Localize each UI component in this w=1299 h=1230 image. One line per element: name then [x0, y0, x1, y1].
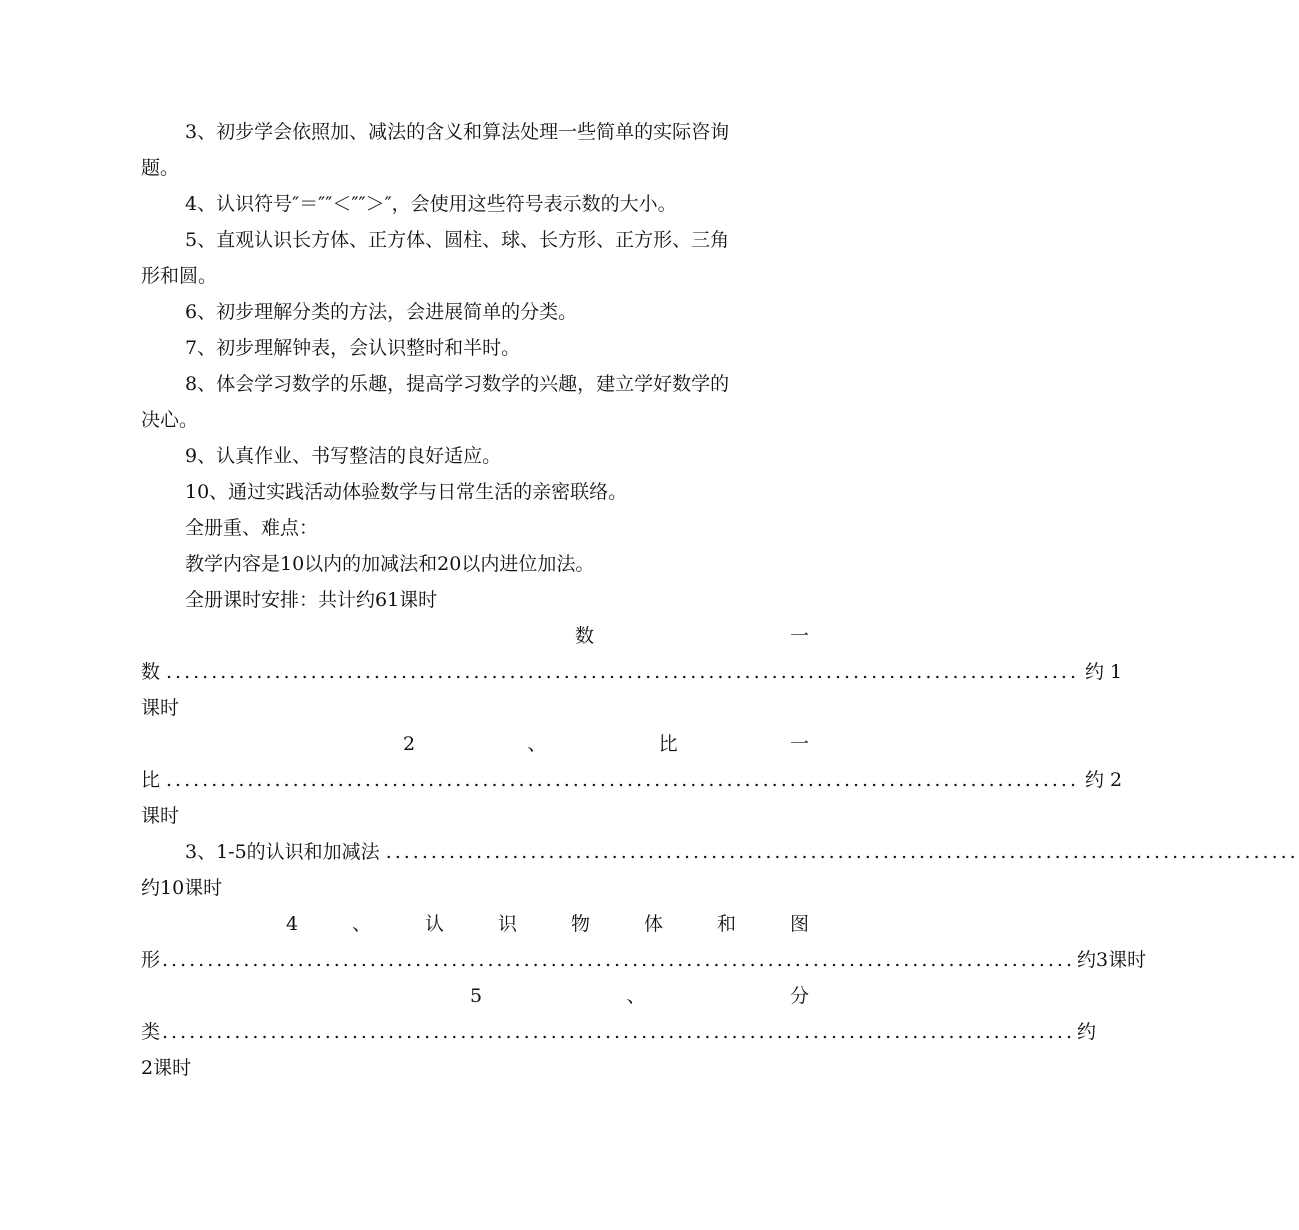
toc-word: 4 [286, 913, 299, 935]
toc-word: 数 [575, 625, 595, 647]
toc-word: 5 [470, 985, 483, 1007]
item-7: 7、初步理解钟表，会认识整时和半时。 [185, 337, 521, 359]
toc-title: 3、1-5的认识和加减法 [185, 841, 380, 863]
schedule-heading: 全册课时安排：共计约61课时 [185, 589, 438, 611]
toc-word: 一 [789, 733, 809, 755]
item-5-line2: 形和圆。 [141, 265, 218, 287]
toc-item2-unit: 课时 [141, 805, 180, 827]
toc-item5-unit: 2课时 [141, 1057, 192, 1079]
toc-item3-leader [185, 840, 1299, 864]
item-4: 4、认识符号″＝″″＜″″＞″，会使用这些符号表示数的大小。 [185, 193, 677, 215]
toc-word: 和 [716, 913, 736, 935]
toc-word: 形 [141, 949, 161, 971]
item-10: 10、通过实践活动体验数学与日常生活的亲密联络。 [185, 481, 628, 503]
item-3-line2: 题。 [141, 157, 180, 179]
item-8-line2: 决心。 [141, 409, 199, 431]
toc-hours: 约 2 [1085, 769, 1123, 791]
toc-item3-hours: 约10课时 [141, 877, 223, 899]
toc-word: 一 [789, 625, 809, 647]
toc-item1-leader [141, 660, 1123, 684]
toc-hours: 约3课时 [1077, 949, 1147, 971]
toc-item5-leader [141, 1020, 1097, 1044]
toc-word: 分 [789, 985, 809, 1007]
item-6: 6、初步理解分类的方法，会进展简单的分类。 [185, 301, 578, 323]
toc-word: 类 [141, 1021, 161, 1043]
item-3-line1: 3、初步学会依照加、减法的含义和算法处理一些简单的实际咨询 [185, 121, 730, 143]
toc-hours: 约 [1077, 1021, 1097, 1043]
toc-word: 、 [527, 733, 547, 755]
toc-item4-title [286, 912, 809, 936]
toc-hours: 约 1 [1085, 661, 1123, 683]
item-9: 9、认真作业、书写整洁的良好适应。 [185, 445, 502, 467]
toc-word: 体 [644, 913, 664, 935]
toc-word: 比 [658, 733, 678, 755]
toc-word: 认 [425, 913, 445, 935]
toc-word: 数 [141, 661, 161, 683]
item-8-line1: 8、体会学习数学的乐趣，提高学习数学的兴趣，建立学好数学的 [185, 373, 730, 395]
toc-item2-leader [141, 768, 1123, 792]
toc-word: 图 [789, 913, 809, 935]
toc-word: 、 [352, 913, 372, 935]
item-5-line1: 5、直观认识长方体、正方体、圆柱、球、长方形、正方形、三角 [185, 229, 730, 251]
toc-word: 物 [571, 913, 591, 935]
toc-word: 、 [626, 985, 646, 1007]
toc-item1-unit: 课时 [141, 697, 180, 719]
dot-leader: ..................................................................................................... [385, 841, 1299, 863]
dot-leader: ..................................................................................................... [166, 661, 1080, 683]
toc-item1-title [575, 624, 809, 648]
toc-word: 识 [498, 913, 518, 935]
dot-leader: ..................................................................................................... [166, 769, 1080, 791]
toc-item2-title [403, 732, 809, 756]
dot-leader: ..................................................................................................... [162, 1021, 1076, 1043]
key-points-text: 教学内容是10以内的加减法和20以内进位加法。 [185, 553, 595, 575]
toc-word: 比 [141, 769, 161, 791]
toc-item4-leader [141, 948, 1147, 972]
toc-word: 2 [403, 733, 416, 755]
key-points-heading: 全册重、难点： [185, 517, 319, 539]
toc-item5-title [470, 984, 809, 1008]
dot-leader: ..................................................................................................... [162, 949, 1076, 971]
